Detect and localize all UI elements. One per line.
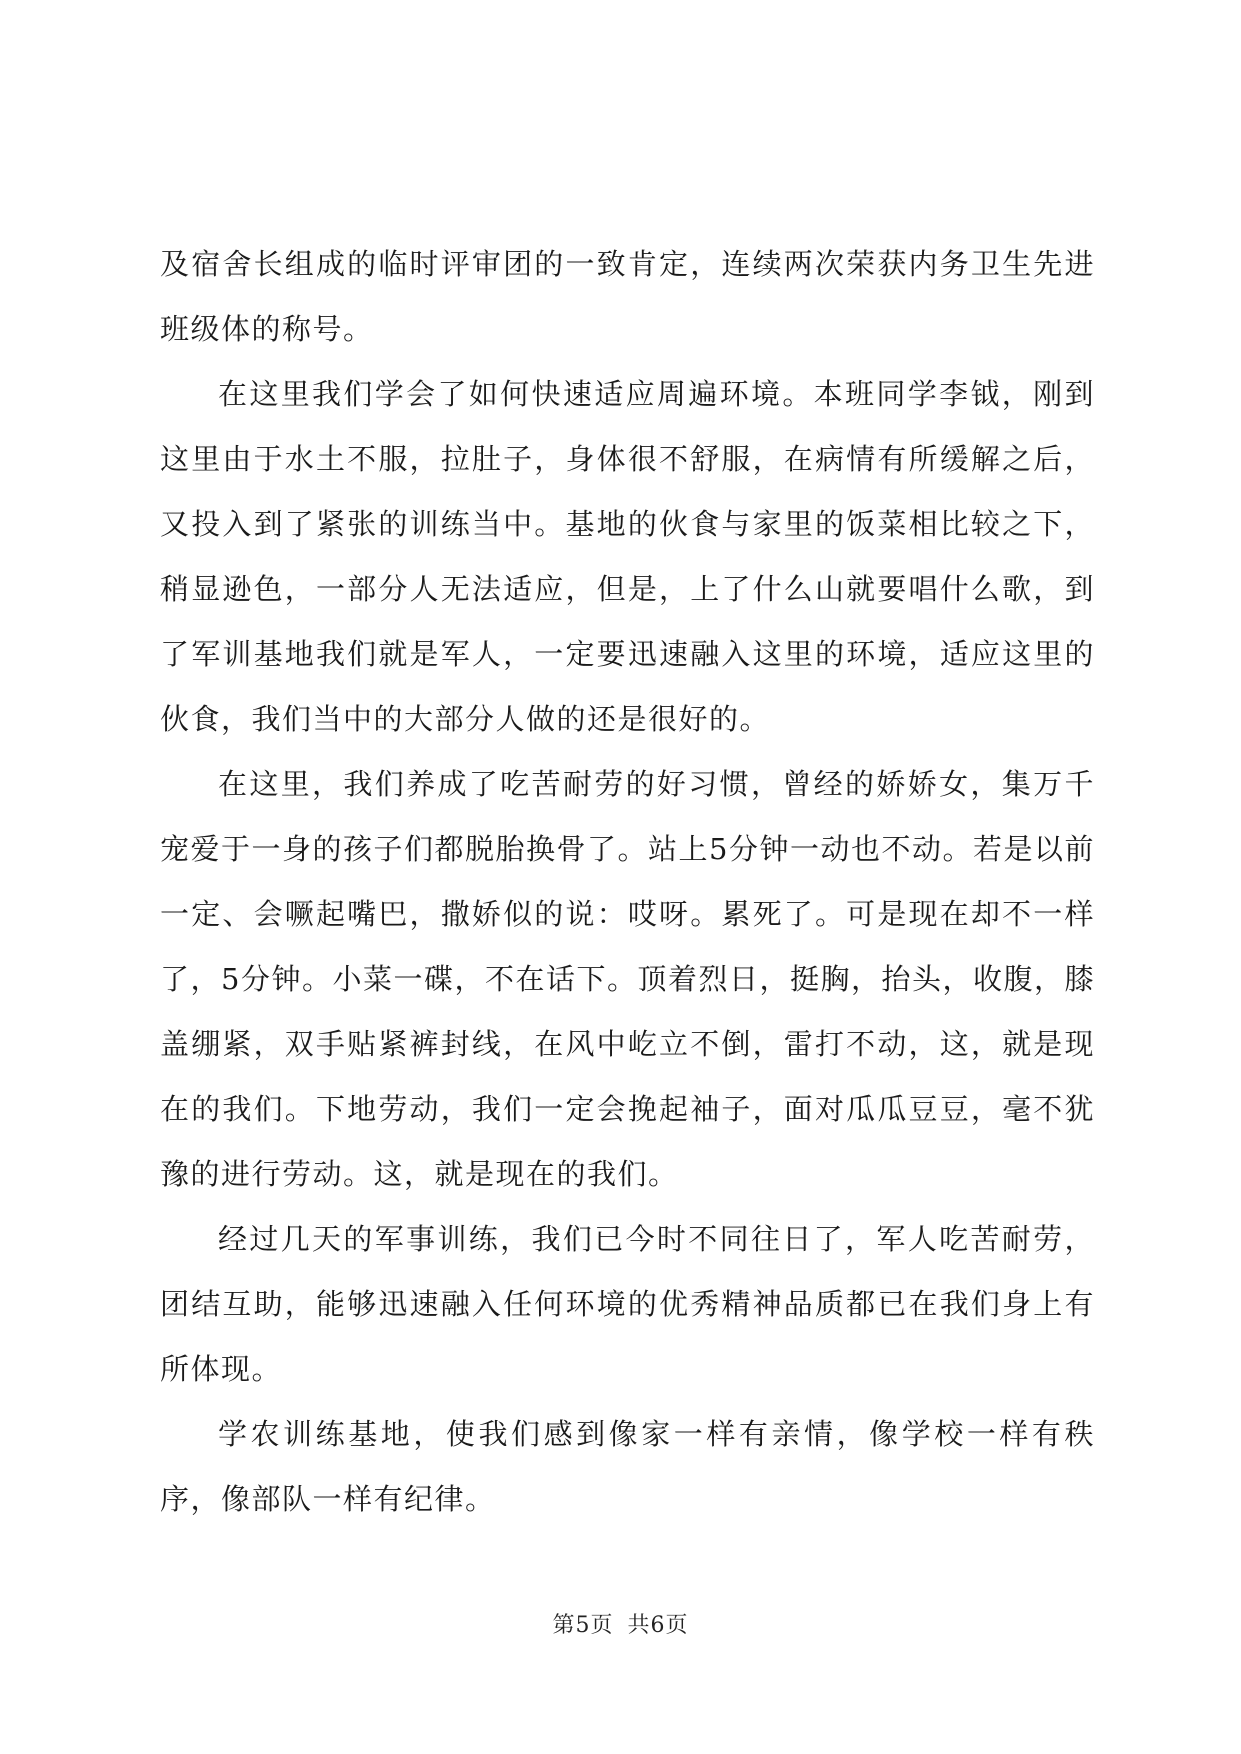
paragraph-4: 经过几天的军事训练，我们已今时不同往日了，军人吃苦耐劳，团结互助，能够迅速融入任何环境的优秀精神品质都已在我们身上有所体现。 — [160, 1222, 1095, 1386]
document-body — [160, 232, 1095, 1532]
paragraph-3: 在这里，我们养成了吃苦耐劳的好习惯，曾经的娇娇女，集万千宠爱于一身的孩子们都脱胎换骨了。站上5分钟一动也不动。若是以前一定、会噘起嘴巴，撒娇似的说：哎呀。累死了。可是现在却不一样了，5分钟。小菜一碟，不在话下。顶着烈日，挺胸，抬头，收腹，膝盖绷紧，双手贴紧裤封线，在风中屹立不倒，雷打不动，这，就是现在的我们。下地劳动，我们一定会挽起袖子，面对瓜瓜豆豆，毫不犹豫的进行劳动。这，就是现在的我们。 — [160, 767, 1095, 1191]
paragraph-1: 及宿舍长组成的临时评审团的一致肯定，连续两次荣获内务卫生先进班级体的称号。 — [160, 247, 1095, 346]
page-total: 共6页 — [627, 1613, 689, 1638]
paragraph-2: 在这里我们学会了如何快速适应周遍环境。本班同学李钺，刚到这里由于水土不服，拉肚子，身体很不舒服，在病情有所缓解之后，又投入到了紧张的训练当中。基地的伙食与家里的饭菜相比较之下，稍显逊色，一部分人无法适应，但是，上了什么山就要唱什么歌，到了军训基地我们就是军人，一定要迅速融入这里的环境，适应这里的伙食，我们当中的大部分人做的还是很好的。 — [160, 377, 1095, 736]
page-number: 第5页 — [552, 1613, 614, 1638]
page-footer — [0, 1608, 1241, 1639]
paragraph-5: 学农训练基地，使我们感到像家一样有亲情，像学校一样有秩序，像部队一样有纪律。 — [160, 1417, 1095, 1516]
